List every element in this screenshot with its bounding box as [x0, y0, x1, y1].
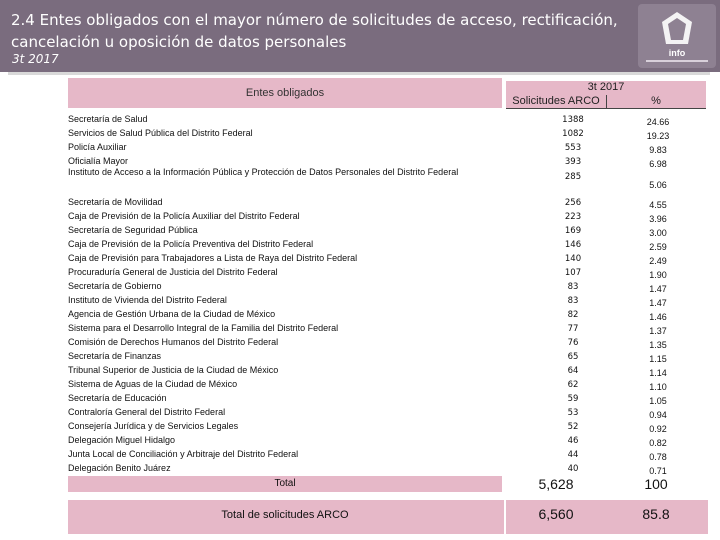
total-label: Total: [274, 478, 296, 489]
request-percent: 1.46: [649, 312, 667, 322]
table-row: [68, 364, 706, 378]
request-count: 1388: [562, 115, 584, 125]
table-row: [68, 322, 706, 336]
table-row: [68, 280, 706, 294]
page-subtitle: 3t 2017: [12, 52, 59, 66]
entity-name: Junta Local de Conciliación y Arbitraje del Distrito Federal: [68, 449, 299, 459]
request-count: 46: [567, 436, 579, 446]
request-percent: 1.35: [649, 340, 667, 350]
table-row: [68, 294, 706, 308]
entity-name: Secretaría de Seguridad Pública: [68, 225, 198, 235]
request-percent: 5.06: [649, 180, 667, 190]
request-percent: 0.92: [649, 424, 667, 434]
table-row: [68, 350, 706, 364]
grand-total-percent: 85.8: [642, 506, 670, 522]
header-rule: [506, 108, 706, 109]
table-row: [68, 308, 706, 322]
percent-column-header: %: [651, 95, 661, 107]
table-row: [68, 166, 706, 194]
request-percent: 3.96: [649, 214, 667, 224]
table-row: [68, 448, 706, 462]
header-divider: [606, 95, 607, 108]
entity-name: Delegación Miguel Hidalgo: [68, 435, 176, 445]
entity-name: Servicios de Salud Pública del Distrito Federal: [68, 128, 253, 138]
request-count: 83: [567, 282, 579, 292]
request-count: 53: [567, 408, 579, 418]
request-count: 83: [567, 296, 579, 306]
table-row: [68, 113, 706, 127]
table-row: [68, 127, 706, 141]
entity-name: Caja de Previsión de la Policía Auxiliar del Distrito Federal: [68, 211, 300, 221]
request-count: 76: [567, 338, 579, 348]
request-count: 553: [564, 143, 582, 153]
request-count: 107: [564, 268, 582, 278]
entity-name: Agencia de Gestión Urbana de la Ciudad de México: [68, 309, 276, 319]
request-count: 62: [567, 380, 579, 390]
request-count: 393: [564, 157, 582, 167]
entity-name: Secretaría de Educación: [68, 393, 167, 403]
request-percent: 9.83: [649, 145, 667, 155]
request-count: 82: [567, 310, 579, 320]
entity-name: Contraloría General del Distrito Federal: [68, 407, 226, 417]
logo-tagline-line: [646, 60, 708, 62]
request-percent: 24.66: [646, 117, 670, 127]
table-row: [68, 266, 706, 280]
entity-name: Caja de Previsión para Trabajadores a Lista de Raya del Distrito Federal: [68, 253, 358, 263]
request-percent: 1.47: [649, 284, 667, 294]
total-percent: 100: [644, 476, 668, 492]
entity-name: Sistema de Aguas de la Ciudad de México: [68, 379, 238, 389]
period-header: 3t 2017: [587, 81, 625, 93]
table-row: [68, 252, 706, 266]
requests-column-header: Solicitudes ARCO: [512, 95, 600, 107]
table-row: [68, 210, 706, 224]
table-row: [68, 420, 706, 434]
request-count: 59: [567, 394, 579, 404]
logo-text: info: [668, 48, 686, 58]
entity-column-header: Entes obligados: [245, 87, 325, 99]
entity-name: Procuraduría General de Justicia del Distrito Federal: [68, 267, 278, 277]
request-count: 223: [564, 212, 582, 222]
request-percent: 19.23: [646, 131, 670, 141]
page-title: 2.4 Entes obligados con el mayor número de solicitudes de acceso, rectificación, cancelación u oposición de datos personales: [11, 11, 618, 51]
request-percent: 1.14: [649, 368, 667, 378]
request-percent: 1.05: [649, 396, 667, 406]
request-percent: 0.82: [649, 438, 667, 448]
request-percent: 1.90: [649, 270, 667, 280]
request-percent: 4.55: [649, 200, 667, 210]
entity-name: Tribunal Superior de Justicia de la Ciudad de México: [68, 365, 279, 375]
entity-name: Oficialía Mayor: [68, 156, 129, 166]
request-percent: 3.00: [649, 228, 667, 238]
entity-name: Comisión de Derechos Humanos del Distrito Federal: [68, 337, 279, 347]
request-count: 285: [564, 172, 582, 182]
table-row: [68, 224, 706, 238]
request-percent: 2.49: [649, 256, 667, 266]
request-count: 140: [564, 254, 582, 264]
request-count: 64: [567, 366, 579, 376]
request-count: 169: [564, 226, 582, 236]
table-row: [68, 141, 706, 155]
request-count: 146: [564, 240, 582, 250]
request-count: 40: [567, 464, 579, 474]
request-percent: 1.15: [649, 354, 667, 364]
table-row: [68, 378, 706, 392]
entity-name: Secretaría de Movilidad: [68, 197, 163, 207]
table-row: [68, 434, 706, 448]
request-percent: 6.98: [649, 159, 667, 169]
entity-name: Consejería Jurídica y de Servicios Legales: [68, 421, 239, 431]
table-row: [68, 196, 706, 210]
entity-name: Sistema para el Desarrollo Integral de la Familia del Distrito Federal: [68, 323, 339, 333]
request-percent: 0.71: [649, 466, 667, 476]
request-count: 65: [567, 352, 579, 362]
entity-name: Policía Auxiliar: [68, 142, 127, 152]
entity-name: Secretaría de Salud: [68, 114, 148, 124]
entity-name: Instituto de Acceso a la Información Pública y Protección de Datos Personales del Distrito Federal: [68, 167, 459, 177]
total-requests: 5,628: [538, 476, 574, 492]
request-count: 77: [567, 324, 579, 334]
table-row: [68, 406, 706, 420]
banner-shadow: [8, 72, 710, 75]
request-count: 256: [564, 198, 582, 208]
request-percent: 2.59: [649, 242, 667, 252]
request-count: 44: [567, 450, 579, 460]
table-row: [68, 462, 706, 476]
entity-name: Delegación Benito Juárez: [68, 463, 171, 473]
entity-name: Secretaría de Gobierno: [68, 281, 162, 291]
info-logo: [638, 4, 716, 68]
building-icon: [658, 10, 696, 46]
request-percent: 0.94: [649, 410, 667, 420]
entity-name: Secretaría de Finanzas: [68, 351, 162, 361]
request-percent: 1.37: [649, 326, 667, 336]
request-percent: 1.47: [649, 298, 667, 308]
table-row: [68, 392, 706, 406]
request-count: 52: [567, 422, 579, 432]
entity-name: Caja de Previsión de la Policía Preventiva del Distrito Federal: [68, 239, 314, 249]
request-percent: 1.10: [649, 382, 667, 392]
request-count: 1082: [562, 129, 584, 139]
table-row: [68, 238, 706, 252]
grand-total-label: Total de solicitudes ARCO: [221, 509, 349, 521]
table-row: [68, 336, 706, 350]
entity-name: Instituto de Vivienda del Distrito Federal: [68, 295, 227, 305]
grand-total-requests: 6,560: [538, 506, 574, 522]
request-percent: 0.78: [649, 452, 667, 462]
